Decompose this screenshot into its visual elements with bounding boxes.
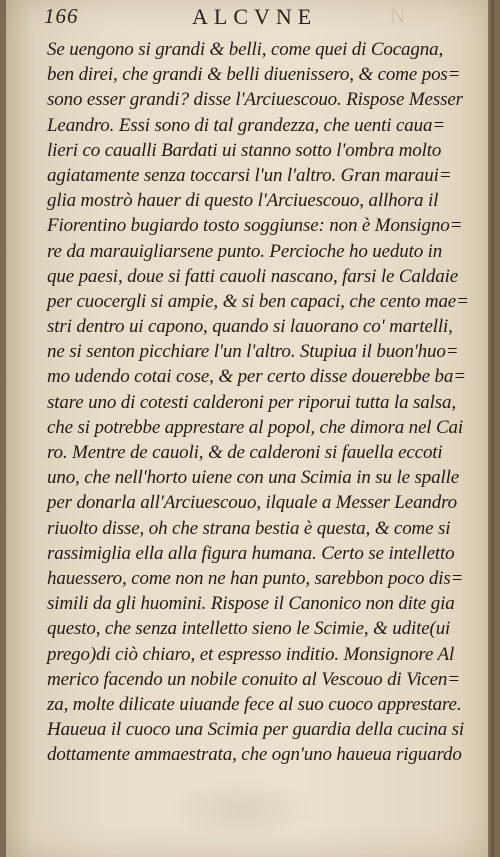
paper-stain (166, 780, 316, 840)
text-line-29: dottamente ammaestrata, che ogn'uno haueua riguardo (47, 744, 462, 766)
text-line-14: mo udendo cotai cose, & per certo disse douerebbe ba= (47, 366, 466, 388)
text-line-20: riuolto disse, oh che strana bestia è questa, & come si (47, 517, 451, 539)
text-line-17: ro. Mentre de cauoli, & de calderoni si fauella eccoti (47, 442, 443, 463)
page-number: 166 (44, 4, 79, 28)
text-line-8: Fiorentino bugiardo tosto soggiunse: non è Monsigno= (47, 215, 463, 237)
text-line-16: che si potrebbe apprestare al popol, che dimora nel Cai (47, 416, 464, 438)
text-line-2: ben direi, che grandi & belli diuenissero, & come pos= (47, 64, 461, 86)
text-line-5: lieri co caualli Bardati ui stanno sotto l'ombra molto (47, 139, 442, 161)
text-line-21: rassimiglia ella alla figura humana. Certo se intelletto (47, 542, 455, 564)
running-title: ALCVNE (192, 4, 318, 29)
page-edge (488, 0, 494, 857)
text-line-4: Leandro. Essi sono di tal grandezza, che uenti caua= (47, 114, 446, 136)
text-line-18: uno, che nell'horto uiene con una Scimia in su le spalle (47, 467, 460, 489)
text-line-27: za, molte dilicate uiuande fece al suo cuoco apprestare. (47, 693, 462, 715)
text-line-13: ne si senton picchiare l'un l'altro. Stupiua il buon'huo= (47, 341, 459, 363)
text-line-26: merico facendo un nobile conuito al Vescouo di Vicen= (47, 668, 460, 690)
text-line-23: simili da gli huomini. Rispose il Canonico non dite gia (47, 593, 455, 615)
text-line-11: per cuocergli si ampie, & si ben capaci, che cento mae= (47, 290, 469, 312)
page-header (44, 4, 484, 32)
text-line-15: stare uno di cotesti calderoni per riporui tutta la salsa, (47, 391, 456, 413)
body-text (47, 37, 477, 767)
book-page (6, 0, 494, 857)
text-line-22: hauessero, come non ne han punto, sarebbon poco dis= (47, 567, 464, 589)
text-line-28: Haueua il cuoco una Scimia per guardia della cucina si (47, 719, 465, 741)
text-line-1: Se uengono si grandi & belli, come quei di Cocagna, (47, 39, 444, 60)
text-line-7: glia mostrò hauer di questo l'Arciuescouo, allhora il (47, 190, 439, 212)
text-line-19: per donarla all'Arciuescouo, ilquale a Messer Leandro (47, 492, 458, 514)
show-through-letter: N (390, 4, 406, 28)
text-line-24: questo, che senza intelletto sieno le Scimie, & udite(ui (47, 618, 451, 640)
text-line-9: re da marauigliarsene punto. Percioche ho ueduto in (47, 240, 443, 262)
text-line-3: sono esser grandi? disse l'Arciuescouo. Rispose Messer (47, 89, 463, 111)
text-line-10: que paesi, doue si fatti cauoli nascano, farsi le Caldaie (47, 265, 458, 287)
text-line-25: prego)di ciò chiaro, et espresso inditio. Monsignore Al (47, 643, 455, 665)
text-line-6: agiatamente senza toccarsi l'un l'altro. Gran maraui= (47, 164, 452, 186)
text-line-12: stri dentro ui capono, quando si lauorano co' martelli, (47, 316, 453, 338)
